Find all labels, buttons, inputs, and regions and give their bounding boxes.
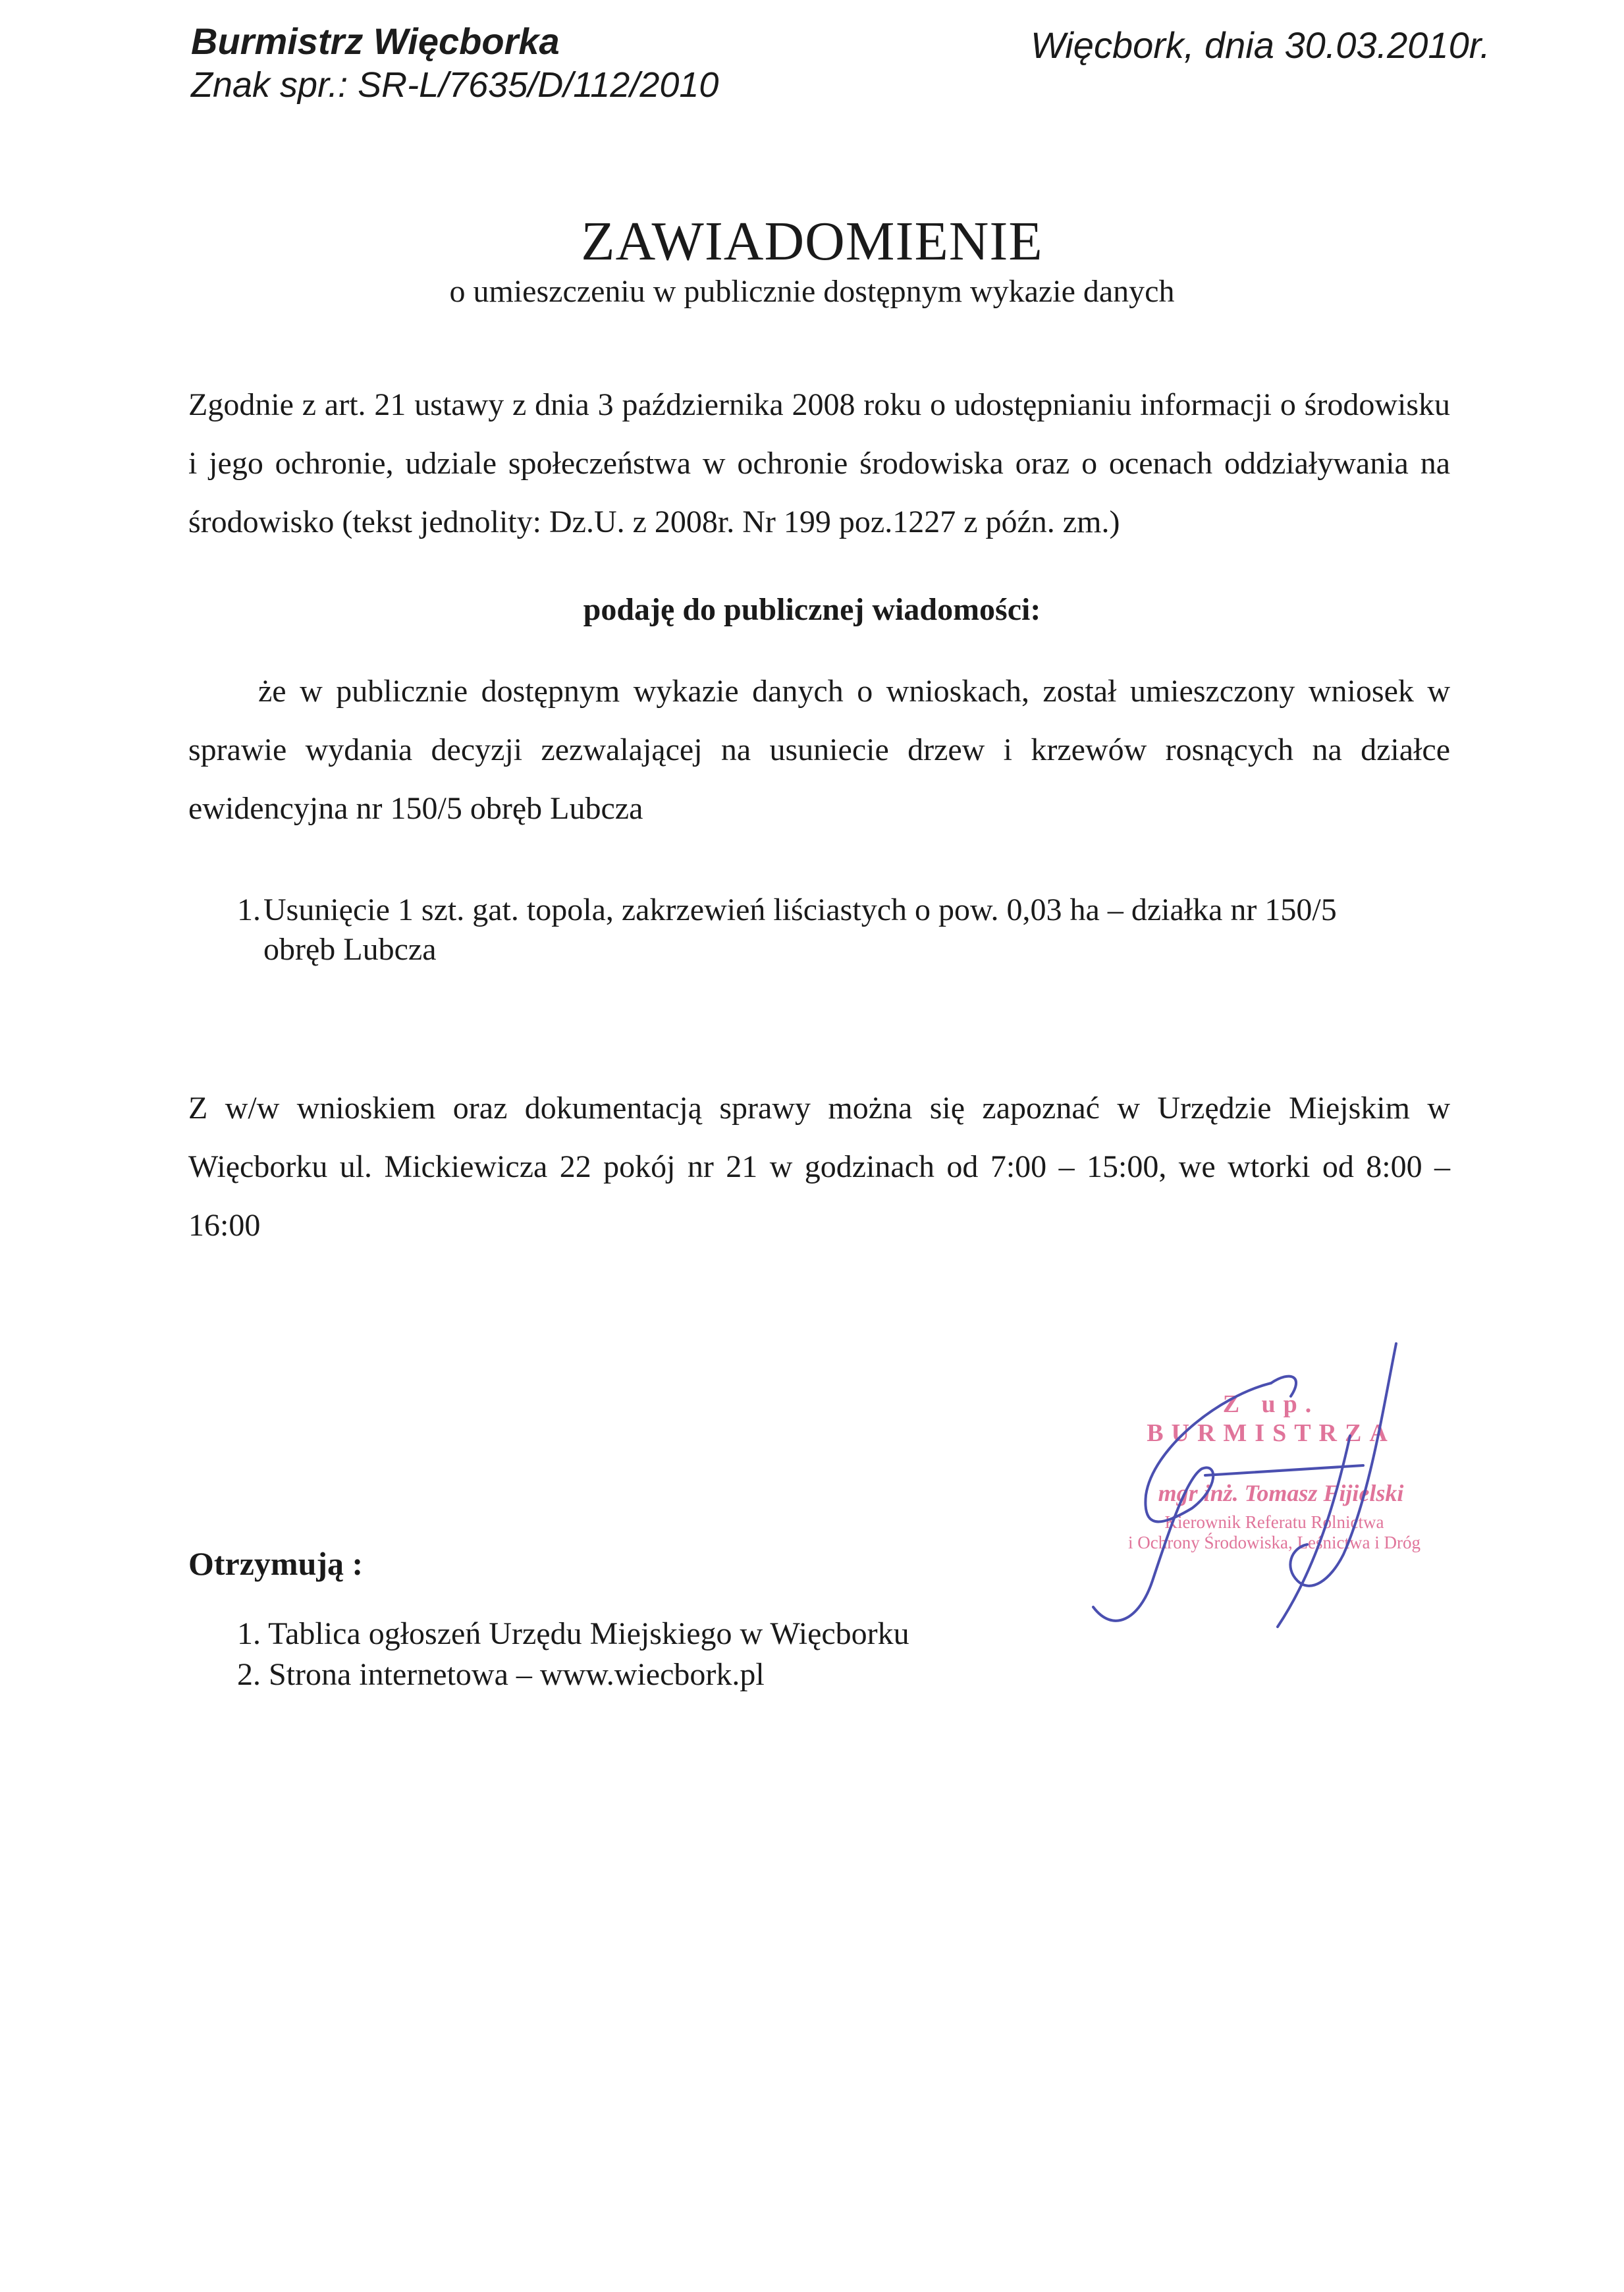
- contact-paragraph: Z w/w wnioskiem oraz dokumentacją sprawy można się zapoznać w Urzędzie Miejskim w Więcborku ul. Mickiewicza 22 pokój nr 21 w godzinach od 7:00 – 15:00, we wtorki od 8:00 – 16:00: [188, 1091, 1450, 1243]
- list-item: [237, 890, 1450, 930]
- document-subtitle: o umieszczeniu w publicznie dostępnym wykazie danych: [449, 274, 1175, 309]
- information-paragraph: że w publicznie dostępnym wykazie danych o wnioskach, został umieszczony wniosek w sprawie wydania decyzji zezwalającej na usuniecie drzew i krzewów rosnących na działce ewidencyjna nr 150/5 obręb Lubcza: [188, 674, 1450, 826]
- stamp-line-department: i Ochrony Środowiska, Leśnictwa i Dróg: [1128, 1533, 1421, 1552]
- handwritten-signature: [1054, 1330, 1462, 1673]
- recipients-list: [237, 1614, 909, 1695]
- recipients-label: Otrzymują :: [188, 1545, 364, 1582]
- recipient-item: 1. Tablica ogłoszeń Urzędu Miejskiego w Więcborku: [237, 1616, 909, 1651]
- item-number: 1.: [237, 892, 261, 927]
- office-name: Burmistrz Więcborka: [191, 20, 560, 62]
- item-continuation: obręb Lubcza: [263, 932, 437, 967]
- legal-basis-paragraph: Zgodnie z art. 21 ustawy z dnia 3 października 2008 roku o udostępnianiu informacji o środowisku i jego ochronie, udziale społeczeństwa w ochronie środowiska oraz o ocenach oddziaływania na środowisko (tekst jednolity: Dz.U. z 2008r. Nr 199 poz.1227 z późn. zm.): [188, 387, 1450, 539]
- stamp-line-position: Kierownik Referatu Rolnictwa: [1164, 1512, 1384, 1532]
- case-reference: Znak spr.: SR-L/7635/D/112/2010: [191, 65, 719, 105]
- recipient-item: 2. Strona internetowa – www.wiecbork.pl: [237, 1657, 765, 1692]
- stamp-line-authority: Z up. BURMISTRZA: [1147, 1390, 1395, 1447]
- place-and-date: Więcbork, dnia 30.03.2010r.: [1031, 24, 1490, 66]
- item-list: [237, 890, 1450, 969]
- document-title: ZAWIADOMIENIE: [581, 211, 1043, 272]
- item-text: Usunięcie 1 szt. gat. topola, zakrzewień liściastych o pow. 0,03 ha – działka nr 150/5: [263, 892, 1337, 927]
- announcement-heading: podaję do publicznej wiadomości:: [583, 592, 1041, 627]
- stamp-line-name: mgr inż. Tomasz Fijielski: [1158, 1480, 1404, 1506]
